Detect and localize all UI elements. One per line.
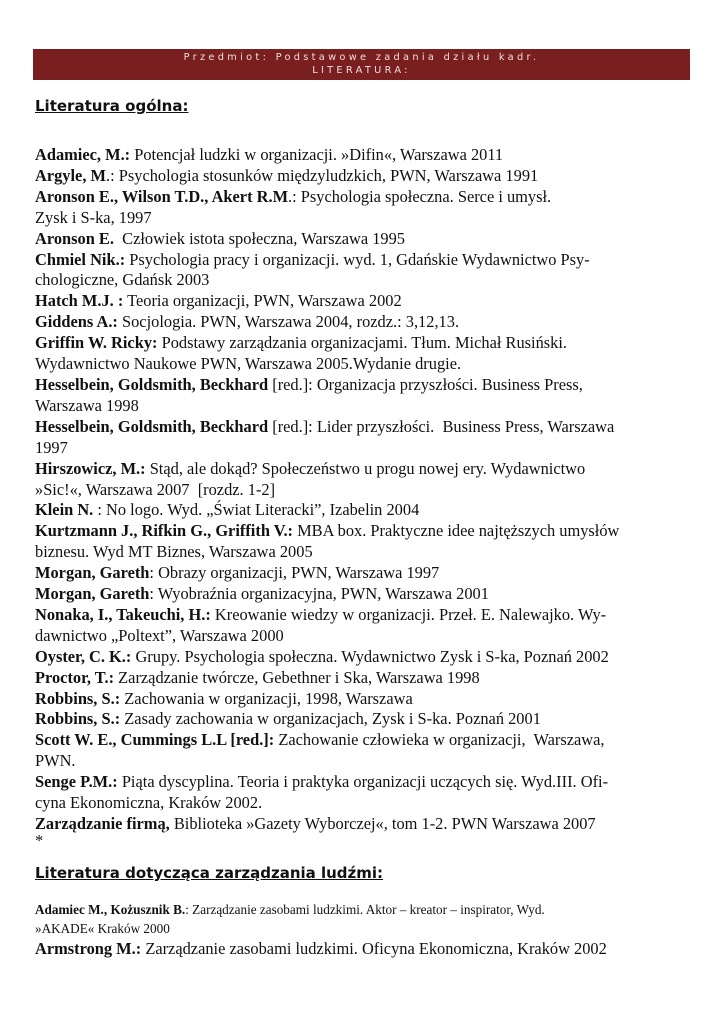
entry-details: Stąd, ale dokąd? Społeczeństwo u progu nowej ery. Wydawnictwo »Sic!«, Warszawa 2007 [rozdz. 1-2]: [35, 458, 586, 499]
entry-details: Zachowanie człowieka w organizacji, Warszawa, PWN.: [35, 730, 605, 771]
entry-author: Oyster, C. K.:: [35, 646, 132, 666]
entry-details: : Zarządzanie zasobami ludzkimi. Aktor – kreator – inspirator, Wyd. »AKADE« Kraków 2000: [35, 902, 545, 936]
entry-details: Biblioteka »Gazety Wyborczej«, tom 1-2. PWN Warszawa 2007: [169, 814, 596, 833]
bibliography-entry: [35, 229, 695, 250]
entry-details: [red.]: Lider przyszłości. Business Press, Warszawa 1997: [35, 416, 615, 457]
banner-literature: LITERATURA:: [312, 65, 411, 76]
entry-details: Grupy. Psychologia społeczna. Wydawnictwo Zysk i S-ka, Poznań 2002: [131, 646, 609, 666]
entry-author: Kurtzmann J., Rifkin G., Griffith V.:: [35, 521, 294, 541]
entry-details: Teoria organizacji, PWN, Warszawa 2002: [123, 291, 402, 311]
entry-details: [red.]: Organizacja przyszłości. Business Press, Warszawa 1998: [35, 374, 583, 415]
entry-details: Potencjał ludzki w organizacji. »Difin«, Warszawa 2011: [130, 145, 504, 164]
entry-author: Proctor, T.:: [35, 667, 115, 687]
entry-author: Adamiec, M.:: [35, 145, 131, 164]
bibliography-entry: [35, 938, 695, 960]
bibliography-entry: [35, 605, 695, 647]
section-heading-general: Literatura ogólna:: [35, 97, 189, 115]
bibliography-entry: [35, 500, 695, 521]
entry-author: Hirszowicz, M.:: [35, 458, 146, 478]
entry-author: Robbins, S.:: [35, 709, 121, 729]
entry-details: Zarządzanie twórcze, Gebethner i Ska, Warszawa 1998: [114, 667, 480, 687]
bibliography-entry: [35, 312, 695, 333]
entry-author: Hesselbein, Goldsmith, Beckhard: [35, 374, 269, 394]
entry-details: Zarządzanie zasobami ludzkimi. Oficyna Ekonomiczna, Kraków 2002: [141, 939, 607, 958]
entry-details: Kreowanie wiedzy w organizacji. Przeł. E. Nalewajko. Wy- dawnictwo „Poltext”, Warszawa 2000: [35, 604, 607, 645]
bibliography-entry: [35, 250, 695, 292]
entry-author: Giddens A.:: [35, 312, 118, 332]
bibliography-entry: [35, 772, 695, 814]
entry-details: Piąta dyscyplina. Teoria i praktyka organizacji uczących się. Wyd.III. Ofi- cyna Ekonomiczna, Kraków 2002.: [35, 772, 609, 813]
hr-literature-list: [35, 900, 695, 960]
entry-author: Robbins, S.:: [35, 688, 121, 708]
entry-author: Adamiec M., Kożusznik B.: [35, 902, 186, 917]
bibliography-entry: [35, 521, 695, 563]
bibliography-entry: [35, 459, 695, 501]
bibliography-entry: [35, 689, 695, 710]
entry-details: : Obrazy organizacji, PWN, Warszawa 1997: [149, 563, 440, 583]
entry-author: Nonaka, I., Takeuchi, H.:: [35, 604, 211, 624]
entry-details: Psychologia pracy i organizacji. wyd. 1, Gdańskie Wydawnictwo Psy- chologiczne, Gdańsk 2003: [35, 249, 590, 290]
bibliography-entry: [35, 145, 695, 166]
entry-author: Scott W. E., Cummings L.L [red.]:: [35, 730, 275, 750]
entry-author: Zarządzanie firmą,: [35, 814, 170, 833]
bibliography-entry: [35, 563, 695, 584]
entry-details: Socjologia. PWN, Warszawa 2004, rozdz.: 3,12,13.: [117, 312, 460, 332]
bibliography-entry: [35, 730, 695, 772]
entry-details: MBA box. Praktyczne idee najtęższych umysłów biznesu. Wyd MT Biznes, Warszawa 2005: [35, 521, 620, 562]
entry-details: Podstawy zarządzania organizacjami. Tłum. Michał Rusiński. Wydawnictwo Naukowe PWN, Warszawa 2005.Wydanie drugie.: [35, 333, 567, 374]
course-banner: [33, 49, 690, 80]
bibliography-entry: [35, 417, 695, 459]
entry-details: Zasady zachowania w organizacjach, Zysk i S-ka. Poznań 2001: [120, 709, 541, 729]
entry-details: Zachowania w organizacji, 1998, Warszawa: [120, 688, 413, 708]
entry-author: Morgan, Gareth: [35, 584, 150, 604]
bibliography-entry: [35, 291, 695, 312]
entry-author: Argyle, M: [35, 165, 106, 185]
entry-author: Aronson E., Wilson T.D., Akert R.M: [35, 186, 289, 206]
entry-details: Człowiek istota społeczna, Warszawa 1995: [113, 228, 405, 248]
entry-details: : Wyobraźnia organizacyjna, PWN, Warszawa 2001: [149, 584, 489, 604]
entry-author: Armstrong M.:: [35, 939, 142, 958]
bibliography-entry: [35, 333, 695, 375]
entry-author: Morgan, Gareth: [35, 563, 150, 583]
banner-subject: Przedmiot: Podstawowe zadania działu kadr.: [183, 52, 540, 63]
section-heading-hr: Literatura dotycząca zarządzania ludźmi:: [35, 864, 384, 882]
general-literature-list: [35, 145, 695, 850]
entry-author: Chmiel Nik.:: [35, 249, 126, 269]
entry-author: Klein N.: [35, 500, 94, 520]
entry-author: Griffin W. Ricky:: [35, 333, 158, 353]
bibliography-entry: [35, 668, 695, 689]
entry-author: Hesselbein, Goldsmith, Beckhard: [35, 416, 269, 436]
entry-author: Senge P.M.:: [35, 772, 118, 792]
entry-details: .: Psychologia społeczna. Serce i umysł. Zysk i S-ka, 1997: [35, 186, 552, 227]
entry-author: Hatch M.J. :: [35, 291, 124, 311]
bibliography-entry: [35, 900, 695, 938]
entry-author: Aronson E.: [35, 228, 114, 248]
entry-details: : No logo. Wyd. „Świat Literacki”, Izabelin 2004: [93, 500, 420, 520]
bibliography-entry: [35, 584, 695, 605]
bibliography-entry: [35, 709, 695, 730]
bibliography-entry: [35, 814, 695, 835]
bibliography-entry: [35, 187, 695, 229]
entry-details: .: Psychologia stosunków międzyludzkich, PWN, Warszawa 1991: [106, 165, 539, 185]
bibliography-entry: [35, 647, 695, 668]
bibliography-entry: [35, 166, 695, 187]
bibliography-entry: [35, 375, 695, 417]
list-end-marker: *: [35, 830, 44, 850]
